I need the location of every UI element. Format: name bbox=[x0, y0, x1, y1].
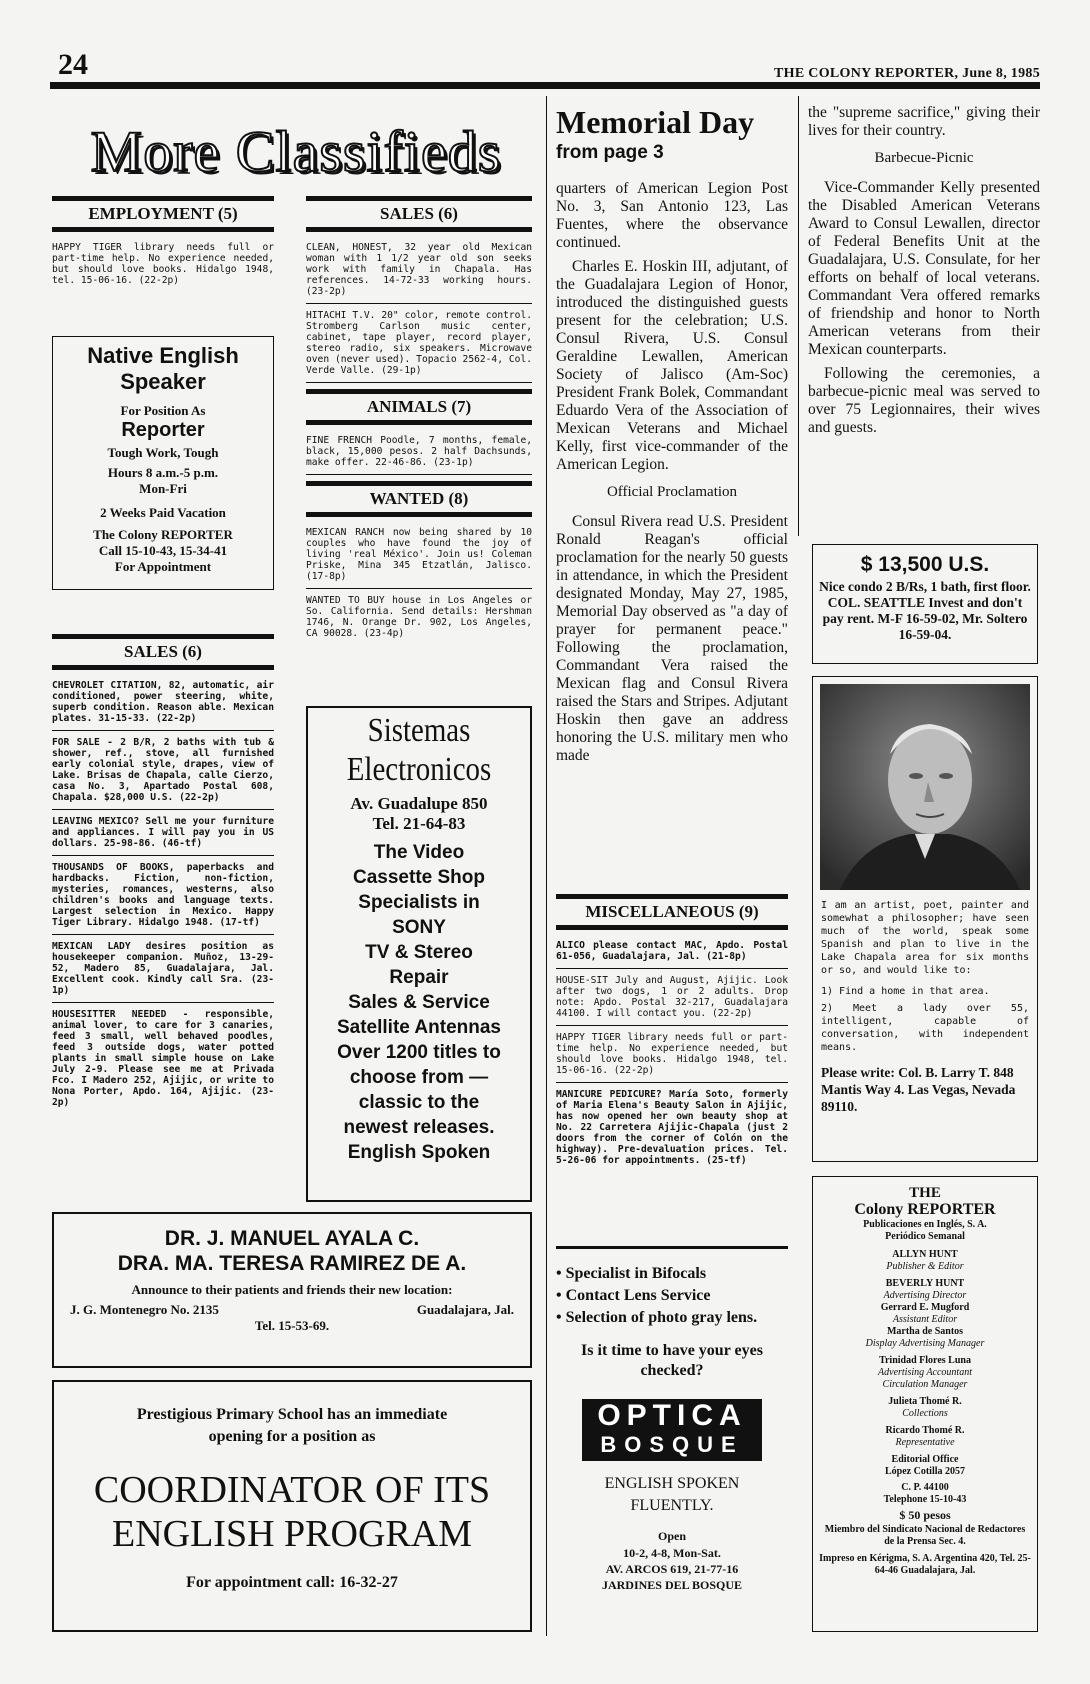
doctor-name2: DRA. MA. TERESA RAMIREZ DE A. bbox=[117, 1252, 467, 1275]
school-intro1: Prestigious Primary School has an immediate bbox=[136, 1406, 448, 1423]
wanted-heading: WANTED (8) bbox=[306, 481, 532, 517]
classified-ad: THOUSANDS OF BOOKS, paperbacks and hardbacks. Fiction, non-fiction, mysteries, romances, westerns, also children's books and language texts. Largest selection in Mexico. Happy Tiger Library. Hidalgo 1948. (17-tf) bbox=[52, 862, 274, 935]
native-line2: Speaker bbox=[120, 369, 206, 394]
optica-open: Open bbox=[657, 1529, 686, 1543]
staff-role: Assistant Editor bbox=[892, 1314, 958, 1325]
condo-ad bbox=[812, 544, 1038, 664]
staff-role: Publisher & Editor bbox=[886, 1261, 964, 1272]
classified-ad: ALICO please contact MAC, Apdo. Postal 61-056, Guadalajara, Jal. (21-8p) bbox=[556, 940, 788, 969]
classified-ad: HOUSESITTER NEEDED - responsible, animal lover, to care for 3 canaries, feed 3 small, well behaved poodles, feed 3 outside dogs, water potted plants in small simple house on Lake July 2-9. Please see me at Privada Fco. I Madero 252, Ajijic, or write to Nona Porter, Apdo. 164, Ajijic. (23-2p) bbox=[52, 1009, 274, 1108]
sales-heading: SALES (6) bbox=[52, 634, 274, 670]
sistemas-tel: Tel. 21-64-83 bbox=[372, 814, 466, 833]
misc-column bbox=[556, 894, 788, 1240]
sistemas-l12: newest releases. bbox=[343, 1117, 495, 1138]
staff-price: $ 50 pesos bbox=[899, 1508, 951, 1522]
school-title1: COORDINATOR OF ITS bbox=[93, 1469, 491, 1511]
column-1-sales bbox=[52, 634, 274, 1190]
sistemas-l11: classic to the bbox=[358, 1092, 480, 1113]
article-title: Memorial Day bbox=[556, 104, 755, 140]
sistemas-title1: Sistemas bbox=[367, 712, 471, 749]
artist-item2: 2) Meet a lady over 55, intelligent, capable of conversation, with independent means. bbox=[821, 1003, 1029, 1053]
native-speaker-ad bbox=[52, 336, 274, 590]
doctor-address: J. G. Montenegro No. 2135 bbox=[70, 1302, 219, 1317]
optica-bullet: • Selection of photo gray lens. bbox=[556, 1309, 758, 1326]
classified-ad: CLEAN, HONEST, 32 year old Mexican woman with 1 1/2 year old son seeks work with family in Chapala. Has references. 14-72-33 working hours. (23-2p) bbox=[306, 242, 532, 304]
optica-logo2: BOSQUE bbox=[600, 1432, 744, 1457]
optica-logo1: OPTICA bbox=[597, 1399, 747, 1432]
sistemas-l3: Specialists in bbox=[358, 892, 480, 913]
native-line8: 2 Weeks Paid Vacation bbox=[100, 505, 226, 520]
sales-heading: SALES (6) bbox=[306, 196, 532, 232]
condo-price: $ 13,500 U.S. bbox=[860, 553, 990, 576]
classified-ad: HOUSE-SIT July and August, Ajijic. Look after two dogs, 1 or 2 adults. Drop note: Apdo. Postal 32-217, Guadalajara 44100. I will contact you. (22-2p) bbox=[556, 975, 788, 1026]
staff-tel: Telephone 15-10-43 bbox=[883, 1494, 967, 1505]
article-jump: from page 3 bbox=[556, 142, 664, 163]
native-line10: Call 15-10-43, 15-34-41 bbox=[98, 543, 228, 558]
native-line1: Native English bbox=[87, 343, 239, 368]
staff-weekly: Periódico Semanal bbox=[885, 1231, 965, 1242]
optica-spoken2: FLUENTLY. bbox=[630, 1497, 714, 1514]
optica-ad bbox=[556, 1246, 788, 1653]
staff-role: Display Advertising Manager bbox=[865, 1338, 985, 1349]
artist-text: I am an artist, poet, painter and somewhat a philosopher; have seen much of the world, speak some Spanish and plan to live in the Lake Chapala area for six months or so, and would like to: bbox=[821, 900, 1029, 976]
optica-address: AV. ARCOS 619, 21-77-16 bbox=[605, 1562, 739, 1576]
sistemas-address: Av. Guadalupe 850 bbox=[350, 794, 488, 813]
memorial-day-article-col4 bbox=[808, 104, 1040, 524]
school-call: For appointment call: 16-32-27 bbox=[186, 1574, 398, 1591]
artist-write: Please write: Col. B. Larry T. 848 Mantis Way 4. Las Vegas, Nevada 89110. bbox=[821, 1065, 1016, 1114]
optica-bullet: • Specialist in Bifocals bbox=[556, 1265, 707, 1282]
staff-role: Advertising Accountant bbox=[878, 1367, 972, 1378]
sistemas-l5: TV & Stereo bbox=[365, 942, 473, 963]
column-1 bbox=[52, 196, 274, 324]
classified-ad: HITACHI T.V. 20" color, remote control. Stromberg Carlson music center, cabinet, tape player, record player, stereo radio, six speakers. Microwave oven (never used). Topacio 2562-4, Col. Verde Valle. (29-1p) bbox=[306, 310, 532, 383]
staff-the: THE bbox=[909, 1185, 941, 1201]
masthead: THE COLONY REPORTER, June 8, 1985 bbox=[774, 66, 1040, 81]
optica-bullet: • Contact Lens Service bbox=[556, 1287, 711, 1304]
staff-cp: C. P. 44100 bbox=[901, 1482, 949, 1493]
staff-person: Trinidad Flores Luna bbox=[879, 1355, 971, 1366]
staff-role: Advertising Director bbox=[883, 1290, 967, 1301]
column-2 bbox=[306, 196, 532, 696]
doctor-city: Guadalajara, Jal. bbox=[416, 1302, 514, 1317]
classified-ad: FOR SALE - 2 B/R, 2 baths with tub & shower, ref., stove, all furnished early colonial style, drapes, view of Lake. Brisas de Chapala, calle Cierzo, casa No. 3, Apartado Postal 608, Chapala. $28,000 U.S. (22-2p) bbox=[52, 737, 274, 810]
sistemas-l1: The Video bbox=[373, 842, 465, 863]
classified-ad: MEXICAN RANCH now being shared by 10 couples who have found the joy of living 'real México'. Join us! Coleman Priske, Mina 345 Etzatlán, Jalisco. (17-8p) bbox=[306, 527, 532, 589]
animals-heading: ANIMALS (7) bbox=[306, 389, 532, 425]
staff-member: Miembro del Sindicato Nacional de Redactores de la Prensa Sec. 4. bbox=[824, 1524, 1026, 1547]
portrait-photo bbox=[820, 684, 1030, 890]
classified-ad: HAPPY TIGER library needs full or part-time help. No experience needed, but should love books. Hidalgo 1948, tel. 15-06-16. (22-2p) bbox=[556, 1032, 788, 1083]
optica-logo bbox=[582, 1399, 762, 1461]
doctor-name1: DR. J. MANUEL AYALA C. bbox=[164, 1227, 420, 1250]
article-paragraph: Charles E. Hoskin III, adjutant, of the Guadalajara Legion of Honor, introduced the distinguished guests present for the celebration; U.S. Consul Rivera, U.S. Consul Geraldine Lewallen, American Society of Jalisco (Am-Soc) President Frank Bolek, Commandant Eduardo Vera of the Association of Mexican Veterans and Michael Kelly, first vice-commander of the American Legion. bbox=[556, 258, 788, 473]
article-paragraph: Following the ceremonies, a barbecue-picnic meal was served to over 75 Legionnaires, their wives and guests. bbox=[808, 365, 1040, 436]
staff-box bbox=[812, 1176, 1038, 1632]
sistemas-title2: Electronicos bbox=[346, 751, 492, 788]
col-divider-4 bbox=[798, 96, 799, 536]
staff-person: ALLYN HUNT bbox=[892, 1249, 958, 1260]
native-line5: Tough Work, Tough bbox=[107, 445, 219, 460]
optica-b2: Contact Lens Service bbox=[565, 1287, 711, 1304]
optica-area: JARDINES DEL BOSQUE bbox=[601, 1578, 743, 1592]
sistemas-l9: Over 1200 titles to bbox=[337, 1042, 501, 1063]
optica-b3: Selection of photo gray lens. bbox=[565, 1309, 758, 1326]
employment-heading: EMPLOYMENT (5) bbox=[52, 196, 274, 232]
optica-b1: Specialist in Bifocals bbox=[565, 1265, 707, 1282]
native-line3: For Position As bbox=[120, 403, 206, 418]
classified-ad: CHEVROLET CITATION, 82, automatic, air conditioned, power steering, white, superb condition. Reason able. Mexican plates. 31-15-33. (22-2p) bbox=[52, 680, 274, 731]
staff-name: Colony REPORTER bbox=[854, 1201, 996, 1218]
staff-role: Circulation Manager bbox=[882, 1379, 968, 1390]
sistemas-l4: SONY bbox=[392, 917, 446, 938]
native-line9: The Colony REPORTER bbox=[93, 527, 233, 542]
sistemas-l13: English Spoken bbox=[347, 1142, 491, 1163]
article-subhead: Barbecue-Picnic bbox=[874, 150, 974, 166]
page-number: 24 bbox=[58, 48, 88, 81]
article-subhead: Official Proclamation bbox=[606, 484, 738, 500]
doctor-announce: Announce to their patients and friends their new location: bbox=[131, 1282, 453, 1297]
memorial-day-article-col3 bbox=[556, 104, 788, 884]
school-intro2: opening for a position as bbox=[208, 1428, 376, 1445]
col-divider-3 bbox=[546, 96, 547, 1636]
sistemas-l10: choose from — bbox=[349, 1067, 489, 1088]
article-paragraph: the "supreme sacrifice," giving their lives for their country. bbox=[808, 104, 1040, 139]
staff-printed: Impreso en Kérigma, S. A. Argentina 420, Tel. 25-64-46 Guadalajara, Jal. bbox=[819, 1553, 1031, 1576]
sistemas-l8: Satellite Antennas bbox=[336, 1017, 501, 1038]
staff-role: Representative bbox=[895, 1437, 955, 1448]
staff-person: Julieta Thomé R. bbox=[888, 1396, 962, 1407]
sistemas-ad bbox=[306, 706, 532, 1202]
sistemas-l7: Sales & Service bbox=[348, 992, 490, 1013]
condo-text: Nice condo 2 B/Rs, 1 bath, first floor. COL. SEATTLE Invest and don't pay rent. M-F 16-59-02, Mr. Soltero 16-59-04. bbox=[819, 579, 1031, 642]
school-ad bbox=[52, 1380, 532, 1632]
classified-ad: HAPPY TIGER library needs full or part-time help. No experience needed, but should love books. Hidalgo 1948, tel. 15-06-16. (22-2p) bbox=[52, 242, 274, 286]
classified-ad: MANICURE PEDICURE? María Soto, formerly of Maria Elena's Beauty Salon in Ajijic, has now opened her own beauty shop at No. 22 Carretera Ajijic-Chapala (just 2 doors from the corner of Colón on the highway). Pre-devaluation prices. Tel. 5-26-06 for appointments. (25-tf) bbox=[556, 1089, 788, 1166]
native-line6: Hours 8 a.m.-5 p.m. bbox=[107, 465, 219, 480]
classified-ad: LEAVING MEXICO? Sell me your furniture and appliances. I will pay you in US dollars. 25-98-86. (46-tf) bbox=[52, 816, 274, 856]
article-paragraph: Vice-Commander Kelly presented the Disabled American Veterans Award to Consul Lewallen, director of Federal Benefits Unit at the Guadalajara, U.S. Consulate, for her efforts on behalf of local veterans. Commandant Vera offered remarks of friendship and honor to North American veterans from their Mexican counterparts. bbox=[808, 179, 1040, 358]
optica-hours: 10-2, 4-8, Mon-Sat. bbox=[623, 1546, 721, 1560]
misc-heading: MISCELLANEOUS (9) bbox=[556, 894, 788, 930]
native-line7: Mon-Fri bbox=[139, 481, 187, 496]
staff-pub: Publicaciones en Inglés, S. A. bbox=[863, 1219, 987, 1230]
classified-ad: MEXICAN LADY desires position as housekeeper companion. Muñoz, 13-29-52, Madero 85, Guadalajara, Jal. Excellent cook. Kindly call Sra. (23-1p) bbox=[52, 941, 274, 1003]
doctor-ad bbox=[52, 1212, 532, 1368]
native-line4: Reporter bbox=[121, 419, 205, 441]
staff-office: Editorial Office bbox=[891, 1454, 959, 1465]
sistemas-l2: Cassette Shop bbox=[353, 867, 485, 888]
classified-ad: FINE FRENCH Poodle, 7 months, female, black, 15,000 pesos. 2 half Dachsunds, make offer. 22-46-86. (23-1p) bbox=[306, 435, 532, 475]
artist-ad bbox=[812, 676, 1038, 1162]
school-title2: ENGLISH PROGRAM bbox=[112, 1513, 472, 1555]
article-paragraph: quarters of American Legion Post No. 3, San Antonio 123, Las Fuentes, where the observance continued. bbox=[556, 180, 788, 251]
classifieds-title: More Classifieds bbox=[90, 119, 502, 184]
staff-person: Martha de Santos bbox=[886, 1326, 964, 1337]
doctor-tel: Tel. 15-53-69. bbox=[254, 1318, 330, 1333]
article-paragraph: Consul Rivera read U.S. President Ronald Reagan's official proclamation for the nearly 50 guests in attendance, in which the President designated Monday, May 27, 1985, Memorial Day observed as "a day of prayer for permanent peace." Following the proclamation, Commandant Vera raised the Mexican flag and Consul Rivera raised the Stars and Stripes. Adjutant Hoskin then gave an address honoring the U.S. military men who made bbox=[556, 513, 788, 764]
optica-spoken1: ENGLISH SPOKEN bbox=[604, 1475, 740, 1492]
staff-role: Collections bbox=[902, 1408, 948, 1419]
staff-person: Gerrard E. Mugford bbox=[880, 1302, 970, 1313]
top-rule bbox=[50, 82, 1040, 89]
artist-item1: 1) Find a home in that area. bbox=[821, 986, 990, 997]
staff-office-addr: López Cotilla 2057 bbox=[885, 1466, 965, 1477]
sistemas-l6: Repair bbox=[389, 967, 449, 988]
optica-question: Is it time to have your eyes checked? bbox=[581, 1342, 763, 1379]
staff-person: BEVERLY HUNT bbox=[885, 1278, 965, 1289]
staff-person: Ricardo Thomé R. bbox=[885, 1425, 965, 1436]
classified-ad: WANTED TO BUY house in Los Angeles or So. California. Send details: Hershman 1746, N. Orange Dr. 902, Los Angeles, CA 90028. (23-4p) bbox=[306, 595, 532, 639]
native-line11: For Appointment bbox=[114, 559, 212, 574]
